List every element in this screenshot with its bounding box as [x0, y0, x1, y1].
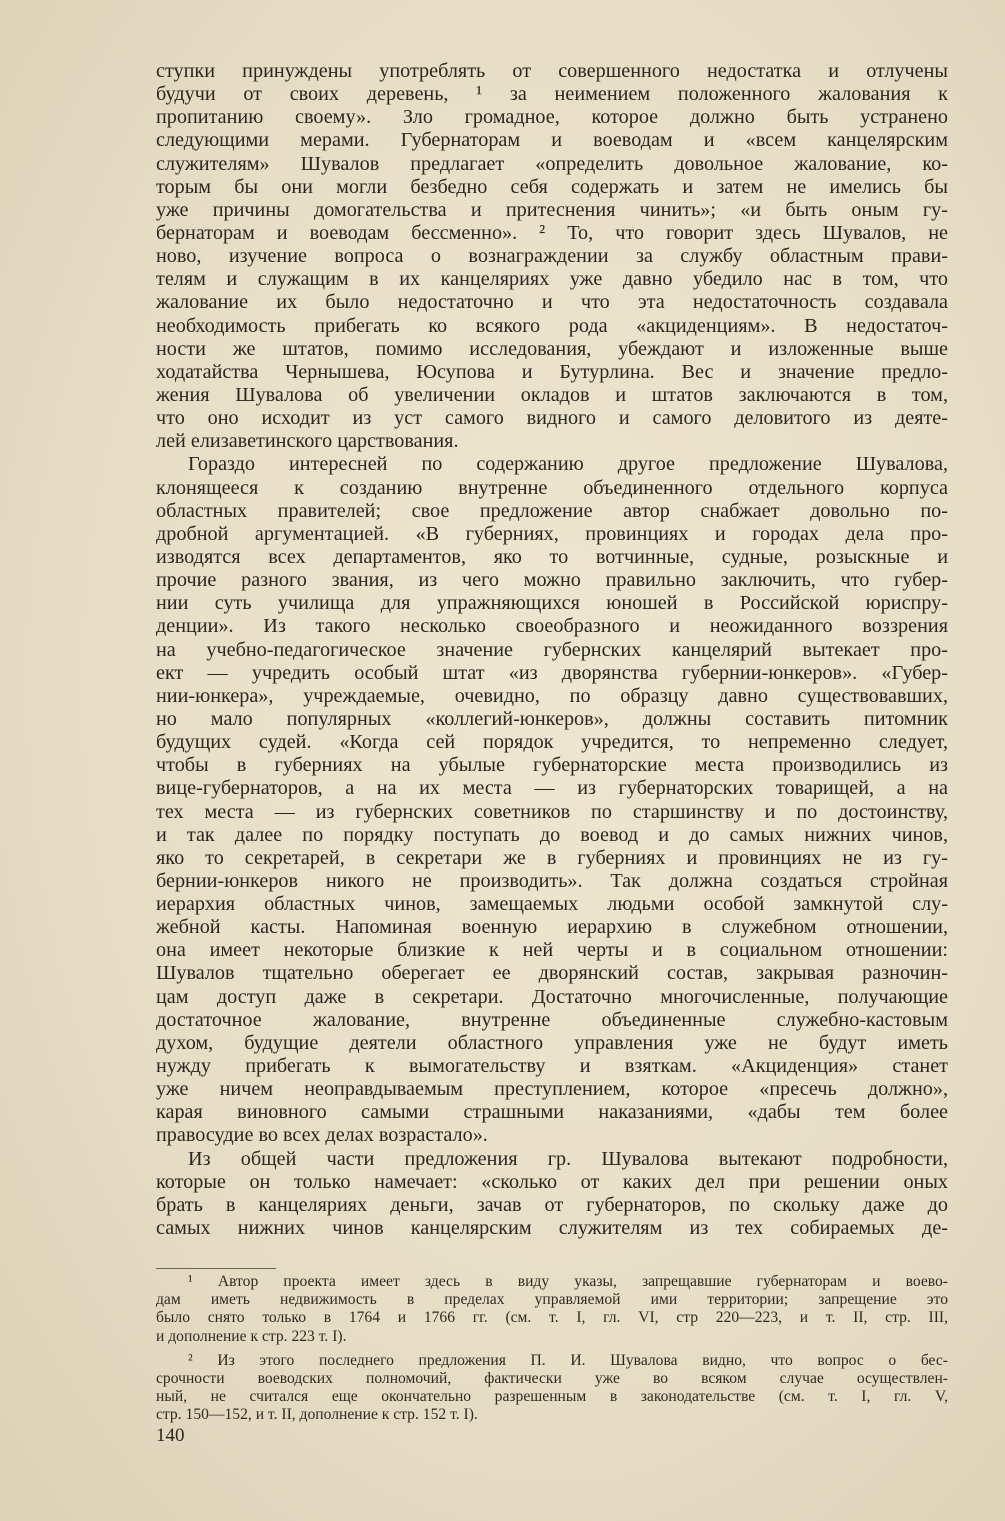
- text-line: областных правителей; свое предложение автор снабжает довольно по-: [156, 499, 948, 522]
- footnote-divider: [156, 1268, 276, 1269]
- footnote-line: срочности воеводских полномочий, фактически уже во всяком случае осуществлен-: [156, 1369, 948, 1387]
- text-line: тех места — из губернских советников по старшинству и по достоинству,: [156, 800, 948, 823]
- text-line: брать в канцеляриях деньги, зачав от губернаторов, по скольку даже до: [156, 1193, 948, 1216]
- text-line: служителям» Шувалов предлагает «определить довольное жалование, ко-: [156, 152, 948, 175]
- paragraph: [156, 453, 948, 1147]
- text-line: самых нижних чинов канцелярским служителям из тех собираемых де-: [156, 1217, 948, 1240]
- text-line: будучи от своих деревень, ¹ за неимением положенного жалования к: [156, 83, 948, 106]
- text-line: иерархия областных чинов, замещаемых людьми особой замкнутой слу-: [156, 893, 948, 916]
- body-text: [156, 60, 948, 1240]
- text-line: лей елизаветинского царствования.: [156, 430, 459, 453]
- text-line: жебной касты. Напоминая военную иерархию в служебном отношении,: [156, 916, 948, 939]
- text-line: бернаторам и воеводам бессменно». ² То, что говорит здесь Шувалов, не: [156, 221, 948, 244]
- text-line: на учебно-педагогическое значение губернских канцелярий вытекает про-: [156, 638, 948, 661]
- footnotes: [156, 1268, 948, 1425]
- footnote-line: ¹ Автор проекта имеет здесь в виду указы, запрещавшие губернаторам и воево-: [188, 1273, 948, 1290]
- text-line: Шувалов тщательно оберегает ее дворянский состав, закрывая разночин-: [156, 962, 948, 985]
- text-line: она имеет некоторые близкие к ней черты и в социальном отношении:: [156, 939, 948, 962]
- text-line: необходимость прибегать ко всякого рода «акциденциям». В недостаточ-: [156, 314, 948, 337]
- text-line: клонящееся к созданию внутренне объединенного отдельного корпуса: [156, 476, 948, 499]
- footnote-line: ный, не считался еще окончательно разрешенным в законодательстве (см. т. I, гл. V,: [156, 1388, 948, 1406]
- text-line: и так далее по порядку поступать до воевод и до самых нижних чинов,: [156, 823, 948, 846]
- text-line: ности же штатов, помимо исследования, убеждают и изложенные выше: [156, 337, 948, 360]
- text-line: Гораздо интересней по содержанию другое предложение Шувалова,: [188, 453, 948, 476]
- text-line: жения Шувалова об увеличении окладов и штатов заключаются в том,: [156, 383, 948, 406]
- footnote-2: [156, 1352, 948, 1425]
- text-line: что оно исходит из уст самого видного и самого деловитого из деяте-: [156, 407, 948, 430]
- text-line: денции». Из такого несколько своеобразного и неожиданного воззрения: [156, 615, 948, 638]
- text-line: ект — учредить особый штат «из дворянства губернии-юнкеров». «Губер-: [156, 661, 948, 684]
- text-line: цам доступ даже в секретари. Достаточно многочисленные, получающие: [156, 985, 948, 1008]
- text-line: прочие разного звания, из чего можно правильно заключить, что губер-: [156, 569, 948, 592]
- text-line: нии-юнкера», учреждаемые, очевидно, по образцу давно существовавших,: [156, 684, 948, 707]
- text-line: изводятся всех департаментов, яко то вотчинные, судные, розыскные и: [156, 545, 948, 568]
- text-line: достаточное жалование, внутренне объединенные служебно-кастовым: [156, 1008, 948, 1031]
- text-line: уже причины домогательства и притеснения чинить»; «и быть оным гу-: [156, 198, 948, 221]
- footnote-line: дам иметь недвижимость в пределах управляемой ими территории; запрещение это: [156, 1291, 948, 1309]
- text-line: но мало популярных «коллегий-юнкеров», должны составить питомник: [156, 707, 948, 730]
- footnote-line: было снято только в 1764 и 1766 гг. (см. т. I, гл. VI, стр 220—223, и т. II, стр. III,: [156, 1309, 948, 1327]
- text-line: правосудие во всех делах возрастало».: [156, 1124, 488, 1147]
- paragraph: [156, 1148, 948, 1241]
- text-line: уже ничем неоправдываемым преступлением, которое «пресечь должно»,: [156, 1078, 948, 1101]
- text-line: ново, изучение вопроса о вознаграждении за службу областным прави-: [156, 245, 948, 268]
- text-line: жалование их было недостаточно и что эта недостаточность создавала: [156, 291, 948, 314]
- footnote-line: стр. 150—152, и т. II, дополнение к стр. 152 т. I).: [156, 1406, 478, 1424]
- text-line: духом, будущие деятели областного управления уже не будут иметь: [156, 1031, 948, 1054]
- text-line: вице-губернаторов, а на их места — из губернаторских товарищей, а на: [156, 777, 948, 800]
- text-line: чтобы в губерниях на убылые губернаторские места производились из: [156, 754, 948, 777]
- text-line: яко то секретарей, в секретари же в губерниях и провинциях не из гу-: [156, 846, 948, 869]
- text-line: ходатайства Чернышева, Юсупова и Бутурлина. Вес и значение предло-: [156, 360, 948, 383]
- text-line: Из общей части предложения гр. Шувалова вытекают подробности,: [188, 1147, 948, 1170]
- footnote-line: ² Из этого последнего предложения П. И. Шувалова видно, что вопрос о бес-: [188, 1351, 948, 1369]
- text-line: дробной аргументацией. «В губерниях, провинциях и городах дела про-: [156, 522, 948, 545]
- text-line: которые он только намечает: «сколько от каких дел при решении оных: [156, 1170, 948, 1193]
- text-line: будущих судей. «Когда сей порядок учредится, то непременно следует,: [156, 731, 948, 754]
- text-line: нии суть училища для упражняющихся юношей в Российской юриспру-: [156, 592, 948, 615]
- text-line: пропитанию своему». Зло громадное, которое должно быть устранено: [156, 106, 948, 129]
- text-line: ступки принуждены употреблять от совершенного недостатка и отлучены: [156, 60, 948, 82]
- text-line: бернии-юнкеров никого не производить». Так должна создаться стройная: [156, 869, 948, 892]
- text-line: телям и служащим в их канцеляриях уже давно убедило нас в том, что: [156, 268, 948, 291]
- text-line: карая виновного самыми страшными наказаниями, «дабы тем более: [156, 1101, 948, 1124]
- text-line: нужду прибегать к вымогательству и взяткам. «Акциденция» станет: [156, 1055, 948, 1078]
- page-number: 140: [156, 1425, 185, 1446]
- text-line: торым бы они могли безбедно себя содержать и затем не имелись бы: [156, 175, 948, 198]
- text-line: следующими мерами. Губернаторам и воеводам и «всем канцелярским: [156, 129, 948, 152]
- footnote-line: и дополнение к стр. 223 т. I).: [156, 1327, 347, 1345]
- footnote-1: [156, 1273, 948, 1346]
- paragraph: [156, 60, 948, 453]
